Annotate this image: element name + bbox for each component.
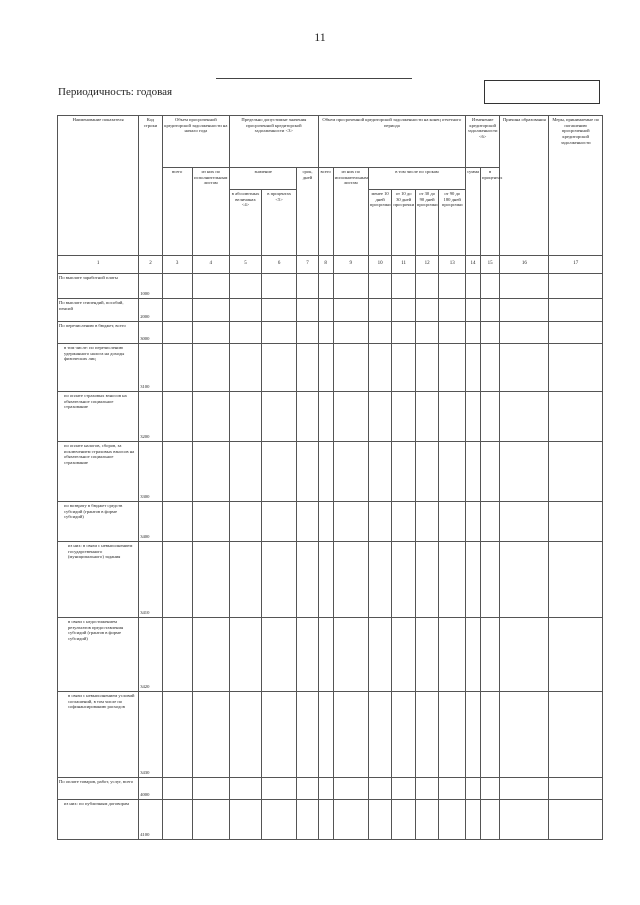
data-cell[interactable]	[415, 442, 439, 502]
data-cell[interactable]	[230, 800, 262, 840]
data-cell[interactable]	[392, 692, 416, 778]
data-cell[interactable]	[297, 618, 318, 692]
data-cell[interactable]	[192, 442, 229, 502]
data-cell[interactable]	[549, 299, 603, 322]
data-cell[interactable]	[192, 800, 229, 840]
data-cell[interactable]	[162, 618, 192, 692]
data-cell[interactable]	[333, 299, 368, 322]
data-cell[interactable]	[192, 344, 229, 392]
data-cell[interactable]	[368, 442, 392, 502]
data-cell[interactable]	[549, 800, 603, 840]
data-cell[interactable]	[230, 322, 262, 344]
data-cell[interactable]	[415, 274, 439, 299]
data-cell[interactable]	[500, 800, 549, 840]
data-cell[interactable]	[318, 618, 333, 692]
header-value: значение	[230, 168, 297, 190]
data-cell[interactable]	[481, 778, 500, 800]
data-cell[interactable]	[192, 322, 229, 344]
data-cell[interactable]	[318, 274, 333, 299]
data-cell[interactable]	[439, 299, 466, 322]
data-cell[interactable]	[549, 692, 603, 778]
data-cell[interactable]	[262, 322, 297, 344]
header-court: из них по исполнительным листам	[192, 168, 229, 256]
row-label: из них: по публичным договорам	[58, 800, 139, 840]
table-row	[58, 392, 603, 442]
data-cell[interactable]	[230, 442, 262, 502]
data-cell[interactable]	[549, 778, 603, 800]
row-label: из них: в связи с невыполнением государственного (муниципального) задания	[58, 542, 139, 618]
row-code: 3100	[139, 344, 163, 392]
column-number: 3	[162, 256, 192, 274]
row-code: 3000	[139, 322, 163, 344]
row-code: 3200	[139, 392, 163, 442]
data-cell[interactable]	[500, 322, 549, 344]
header-term: срок, дней	[297, 168, 318, 256]
data-cell[interactable]	[500, 274, 549, 299]
table-row	[58, 618, 603, 692]
data-cell[interactable]	[333, 618, 368, 692]
data-cell[interactable]	[230, 392, 262, 442]
header-absolute: в абсолютных величинах <4>	[230, 190, 262, 256]
data-cell[interactable]	[549, 274, 603, 299]
data-cell[interactable]	[192, 542, 229, 618]
data-cell[interactable]	[500, 778, 549, 800]
header-overdue-start: Объем просроченной кредиторской задолженности на начало года	[162, 116, 229, 168]
data-cell[interactable]	[318, 778, 333, 800]
table-row	[58, 442, 603, 502]
data-cell[interactable]	[192, 778, 229, 800]
data-cell[interactable]	[415, 299, 439, 322]
table-row	[58, 800, 603, 840]
data-cell[interactable]	[415, 692, 439, 778]
table-row	[58, 274, 603, 299]
row-code: 4100	[139, 800, 163, 840]
column-numbers-row	[58, 256, 603, 274]
data-cell[interactable]	[333, 322, 368, 344]
data-cell[interactable]	[262, 392, 297, 442]
periodicity-label: Периодичность: годовая	[58, 86, 173, 98]
data-cell[interactable]	[392, 274, 416, 299]
data-cell[interactable]	[481, 322, 500, 344]
data-cell[interactable]	[415, 322, 439, 344]
data-cell[interactable]	[262, 778, 297, 800]
data-cell[interactable]	[230, 299, 262, 322]
data-cell[interactable]	[481, 502, 500, 542]
row-label: по возврату в бюджет средств субсидий (грантов в форме субсидий)	[58, 502, 139, 542]
data-cell[interactable]	[392, 542, 416, 618]
data-cell[interactable]	[481, 442, 500, 502]
data-cell[interactable]	[297, 542, 318, 618]
data-cell[interactable]	[162, 442, 192, 502]
row-label: в связи с недостижением результатов предоставления субсидий (грантов в форме субсидий)	[58, 618, 139, 692]
data-cell[interactable]	[162, 778, 192, 800]
data-cell[interactable]	[162, 392, 192, 442]
data-cell[interactable]	[262, 442, 297, 502]
table-row	[58, 692, 603, 778]
row-code: 3400	[139, 502, 163, 542]
report-table	[57, 115, 603, 840]
data-cell[interactable]	[439, 392, 466, 442]
table-row	[58, 322, 603, 344]
header-reason: Причина образования	[500, 116, 549, 256]
data-cell[interactable]	[500, 542, 549, 618]
data-cell[interactable]	[466, 322, 481, 344]
table-row	[58, 299, 603, 322]
header-30-90: от 30 до 90 дней просрочки	[415, 190, 439, 256]
header-court2: из них по исполнительным листам	[333, 168, 368, 256]
table-row	[58, 344, 603, 392]
data-cell[interactable]	[466, 344, 481, 392]
data-cell[interactable]	[549, 392, 603, 442]
column-number: 9	[333, 256, 368, 274]
data-cell[interactable]	[368, 618, 392, 692]
data-cell[interactable]	[368, 344, 392, 392]
row-label: По выплате заработной платы	[58, 274, 139, 299]
signature-line	[216, 78, 412, 79]
data-cell[interactable]	[500, 692, 549, 778]
data-cell[interactable]	[481, 344, 500, 392]
column-number: 2	[139, 256, 163, 274]
row-code: 1000	[139, 274, 163, 299]
data-cell[interactable]	[415, 778, 439, 800]
data-cell[interactable]	[230, 692, 262, 778]
data-cell[interactable]	[262, 502, 297, 542]
data-cell[interactable]	[439, 322, 466, 344]
data-cell[interactable]	[333, 502, 368, 542]
data-cell[interactable]	[415, 392, 439, 442]
row-label: по оплате страховых взносов на обязательное социальное страхование	[58, 392, 139, 442]
data-cell[interactable]	[392, 344, 416, 392]
data-cell[interactable]	[162, 344, 192, 392]
data-cell[interactable]	[262, 800, 297, 840]
row-label: в том числе: по перечислению удержанного налога на доходы физических лиц	[58, 344, 139, 392]
data-cell[interactable]	[368, 542, 392, 618]
data-cell[interactable]	[262, 299, 297, 322]
data-cell[interactable]	[500, 344, 549, 392]
row-label: По оплате товаров, работ, услуг, всего	[58, 778, 139, 800]
column-number: 8	[318, 256, 333, 274]
data-cell[interactable]	[262, 542, 297, 618]
row-label: по оплате налогов, сборов, за исключением страховых взносов на обязательное социальное страхование	[58, 442, 139, 502]
data-cell[interactable]	[466, 392, 481, 442]
data-cell[interactable]	[333, 274, 368, 299]
data-cell[interactable]	[192, 299, 229, 322]
data-cell[interactable]	[192, 502, 229, 542]
header-pct: в процентах	[481, 168, 500, 256]
data-cell[interactable]	[368, 502, 392, 542]
data-cell[interactable]	[549, 442, 603, 502]
data-cell[interactable]	[500, 392, 549, 442]
data-cell[interactable]	[415, 800, 439, 840]
data-cell[interactable]	[318, 392, 333, 442]
data-cell[interactable]	[162, 800, 192, 840]
data-cell[interactable]	[392, 322, 416, 344]
data-cell[interactable]	[439, 542, 466, 618]
data-cell[interactable]	[481, 618, 500, 692]
column-number: 7	[297, 256, 318, 274]
data-cell[interactable]	[162, 322, 192, 344]
data-cell[interactable]	[415, 618, 439, 692]
data-cell[interactable]	[549, 542, 603, 618]
column-number: 15	[481, 256, 500, 274]
data-cell[interactable]	[439, 778, 466, 800]
data-cell[interactable]	[230, 778, 262, 800]
data-cell[interactable]	[162, 542, 192, 618]
data-cell[interactable]	[318, 344, 333, 392]
data-cell[interactable]	[392, 442, 416, 502]
data-cell[interactable]	[333, 542, 368, 618]
data-cell[interactable]	[333, 344, 368, 392]
header-measures: Меры, принимаемые по погашению просроченной кредиторской задолженности	[549, 116, 603, 256]
data-cell[interactable]	[549, 322, 603, 344]
data-cell[interactable]	[297, 322, 318, 344]
data-cell[interactable]	[162, 692, 192, 778]
data-cell[interactable]	[192, 618, 229, 692]
data-cell[interactable]	[297, 299, 318, 322]
header-less10: менее 10 дней просрочки	[368, 190, 392, 256]
data-cell[interactable]	[481, 692, 500, 778]
data-cell[interactable]	[162, 502, 192, 542]
data-cell[interactable]	[368, 392, 392, 442]
header-allowed: Предельно допустимые значения просроченной кредиторской задолженности <3>	[230, 116, 319, 168]
data-cell[interactable]	[368, 322, 392, 344]
header-overdue-end: Объем просроченной кредиторской задолженности на конец отчетного периода	[318, 116, 465, 168]
row-label: По выплате стипендий, пособий, пенсий	[58, 299, 139, 322]
data-cell[interactable]	[262, 274, 297, 299]
header-sum: сумма	[466, 168, 481, 256]
data-cell[interactable]	[230, 344, 262, 392]
data-cell[interactable]	[466, 542, 481, 618]
column-number: 13	[439, 256, 466, 274]
data-cell[interactable]	[500, 442, 549, 502]
data-cell[interactable]	[439, 344, 466, 392]
data-cell[interactable]	[439, 692, 466, 778]
data-cell[interactable]	[262, 692, 297, 778]
data-cell[interactable]	[162, 274, 192, 299]
data-cell[interactable]	[318, 692, 333, 778]
data-cell[interactable]	[333, 692, 368, 778]
data-cell[interactable]	[318, 800, 333, 840]
data-cell[interactable]	[368, 692, 392, 778]
data-cell[interactable]	[333, 778, 368, 800]
row-code: 3410	[139, 542, 163, 618]
data-cell[interactable]	[230, 502, 262, 542]
data-cell[interactable]	[262, 618, 297, 692]
data-cell[interactable]	[481, 274, 500, 299]
data-cell[interactable]	[297, 274, 318, 299]
data-cell[interactable]	[392, 778, 416, 800]
column-number: 10	[368, 256, 392, 274]
data-cell[interactable]	[549, 618, 603, 692]
table-row	[58, 778, 603, 800]
data-cell[interactable]	[368, 778, 392, 800]
row-code: 3430	[139, 692, 163, 778]
data-cell[interactable]	[439, 502, 466, 542]
data-cell[interactable]	[481, 800, 500, 840]
data-cell[interactable]	[466, 778, 481, 800]
data-cell[interactable]	[333, 442, 368, 502]
data-cell[interactable]	[368, 800, 392, 840]
data-cell[interactable]	[466, 442, 481, 502]
data-cell[interactable]	[392, 502, 416, 542]
data-cell[interactable]	[466, 618, 481, 692]
data-cell[interactable]	[318, 502, 333, 542]
data-cell[interactable]	[162, 299, 192, 322]
data-cell[interactable]	[439, 800, 466, 840]
data-cell[interactable]	[230, 618, 262, 692]
row-code: 4000	[139, 778, 163, 800]
header-10-30: от 10 до 30 дней просрочки	[392, 190, 416, 256]
row-code: 3300	[139, 442, 163, 502]
page-number: 11	[314, 30, 326, 44]
data-cell[interactable]	[439, 442, 466, 502]
data-cell[interactable]	[297, 502, 318, 542]
row-label: По перечислению в бюджет, всего	[58, 322, 139, 344]
header-total2: всего	[318, 168, 333, 256]
data-cell[interactable]	[500, 299, 549, 322]
column-number: 4	[192, 256, 229, 274]
column-number: 16	[500, 256, 549, 274]
data-cell[interactable]	[318, 442, 333, 502]
column-number: 1	[58, 256, 139, 274]
header-change: Изменение кредиторской задолженности <6>	[466, 116, 500, 168]
data-cell[interactable]	[297, 692, 318, 778]
data-cell[interactable]	[318, 542, 333, 618]
data-cell[interactable]	[392, 618, 416, 692]
table-row	[58, 542, 603, 618]
header-name: Наименование показателя	[58, 116, 139, 256]
code-box	[484, 80, 600, 104]
data-cell[interactable]	[192, 274, 229, 299]
data-cell[interactable]	[415, 502, 439, 542]
data-cell[interactable]	[466, 800, 481, 840]
data-cell[interactable]	[368, 274, 392, 299]
data-cell[interactable]	[500, 618, 549, 692]
data-cell[interactable]	[368, 299, 392, 322]
data-cell[interactable]	[466, 299, 481, 322]
data-cell[interactable]	[297, 800, 318, 840]
data-cell[interactable]	[318, 322, 333, 344]
data-cell[interactable]	[549, 502, 603, 542]
header-by-terms: в том числе по срокам	[368, 168, 465, 190]
header-code: Код строки	[139, 116, 163, 256]
data-cell[interactable]	[392, 299, 416, 322]
data-cell[interactable]	[439, 618, 466, 692]
data-cell[interactable]	[297, 392, 318, 442]
data-cell[interactable]	[230, 542, 262, 618]
row-code: 3420	[139, 618, 163, 692]
data-cell[interactable]	[466, 692, 481, 778]
data-cell[interactable]	[466, 502, 481, 542]
data-cell[interactable]	[297, 344, 318, 392]
header-percent: в процентах <5>	[262, 190, 297, 256]
data-cell[interactable]	[192, 392, 229, 442]
data-cell[interactable]	[297, 442, 318, 502]
data-cell[interactable]	[481, 542, 500, 618]
row-label: в связи с невыполнением условий соглашений, в том числе по софинансированию расходов	[58, 692, 139, 778]
header-row-1	[58, 116, 603, 168]
data-cell[interactable]	[392, 392, 416, 442]
data-cell[interactable]	[262, 344, 297, 392]
data-cell[interactable]	[415, 542, 439, 618]
data-cell[interactable]	[481, 392, 500, 442]
column-number: 12	[415, 256, 439, 274]
data-cell[interactable]	[318, 299, 333, 322]
data-cell[interactable]	[415, 344, 439, 392]
data-cell[interactable]	[392, 800, 416, 840]
column-number: 14	[466, 256, 481, 274]
column-number: 6	[262, 256, 297, 274]
table-row	[58, 502, 603, 542]
data-cell[interactable]	[466, 274, 481, 299]
header-total: всего	[162, 168, 192, 256]
data-cell[interactable]	[500, 502, 549, 542]
column-number: 11	[392, 256, 416, 274]
column-number: 17	[549, 256, 603, 274]
column-number: 5	[230, 256, 262, 274]
header-90-180: от 90 до 180 дней просрочки	[439, 190, 466, 256]
data-cell[interactable]	[192, 692, 229, 778]
data-cell[interactable]	[481, 299, 500, 322]
data-cell[interactable]	[333, 392, 368, 442]
data-cell[interactable]	[230, 274, 262, 299]
data-cell[interactable]	[549, 344, 603, 392]
data-cell[interactable]	[297, 778, 318, 800]
data-cell[interactable]	[439, 274, 466, 299]
data-cell[interactable]	[333, 800, 368, 840]
row-code: 2000	[139, 299, 163, 322]
